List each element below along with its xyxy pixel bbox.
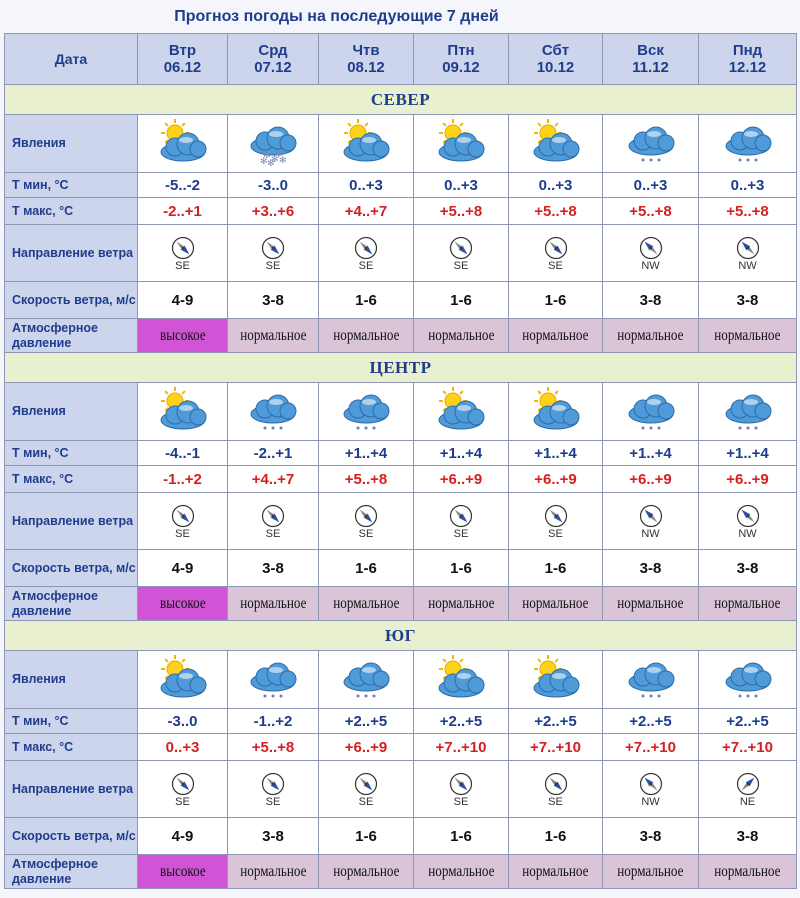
tmax-value: +6..+9 xyxy=(319,734,414,761)
tmin-value: +1..+4 xyxy=(414,441,509,466)
tmax-row xyxy=(5,466,797,493)
pressure-value: высокое xyxy=(159,326,206,344)
pressure-cell xyxy=(509,855,603,889)
tmax-row xyxy=(5,198,797,225)
pressure-value: нормальное xyxy=(427,862,495,880)
day-date: 07.12 xyxy=(254,59,292,76)
wind-speed-value: 4-9 xyxy=(138,550,228,587)
wind-direction-value: NW xyxy=(738,259,757,272)
tmin-value: -2..+1 xyxy=(228,441,319,466)
pressure-value: нормальное xyxy=(522,862,589,880)
phenomena-label: Явления xyxy=(5,651,138,709)
phenomena-row xyxy=(5,651,797,709)
weather-cell xyxy=(603,383,699,441)
wind-direction-value: SE xyxy=(358,795,374,808)
wind-speed-value: 1-6 xyxy=(414,550,509,587)
pressure-cell xyxy=(414,587,509,621)
wind-direction-label: Направление ветра xyxy=(5,493,138,550)
wind-direction-cell xyxy=(414,761,509,818)
pressure-cell xyxy=(138,855,228,889)
wind-direction-cell xyxy=(699,761,797,818)
tmin-label: Т мин, °С xyxy=(5,441,138,466)
tmin-value: +1..+4 xyxy=(603,441,699,466)
day-of-week: Втр xyxy=(168,42,197,59)
tmin-value: +2..+5 xyxy=(603,709,699,734)
tmin-value: -4..-1 xyxy=(138,441,228,466)
day-date: 10.12 xyxy=(536,59,575,76)
compass-icon xyxy=(319,504,413,528)
wind-direction-value: SE xyxy=(453,527,469,540)
wind-direction-cell xyxy=(509,761,603,818)
wind-speed-value: 1-6 xyxy=(509,282,603,319)
wind-direction-cell xyxy=(138,761,228,818)
light-snow-cloud-icon xyxy=(319,654,413,706)
day-header xyxy=(138,34,228,85)
tmin-value: 0..+3 xyxy=(509,173,603,198)
pressure-cell xyxy=(603,587,699,621)
light-snow-cloud-icon xyxy=(603,118,698,170)
wind-speed-row xyxy=(5,282,797,319)
weather-cell xyxy=(319,115,414,173)
compass-icon xyxy=(138,772,227,796)
wind-direction-value: SE xyxy=(358,527,374,540)
wind-direction-cell xyxy=(228,761,319,818)
forecast-table xyxy=(4,33,797,889)
wind-direction-cell xyxy=(699,225,797,282)
tmax-value: +7..+10 xyxy=(414,734,509,761)
phenomena-label: Явления xyxy=(5,115,138,173)
day-of-week: Сбт xyxy=(541,42,570,59)
wind-direction-cell xyxy=(509,493,603,550)
pressure-value: нормальное xyxy=(522,594,589,612)
day-of-week: Пнд xyxy=(732,42,763,59)
compass-icon xyxy=(228,236,318,260)
tmin-value: 0..+3 xyxy=(414,173,509,198)
wind-direction-cell xyxy=(509,225,603,282)
light-snow-cloud-icon xyxy=(699,118,796,170)
wind-direction-cell xyxy=(603,493,699,550)
tmax-value: -1..+2 xyxy=(138,466,228,493)
day-header xyxy=(603,34,699,85)
wind-direction-cell xyxy=(319,493,414,550)
pressure-value: нормальное xyxy=(714,594,781,612)
wind-speed-value: 1-6 xyxy=(414,282,509,319)
tmax-value: +6..+9 xyxy=(509,466,603,493)
phenomena-row xyxy=(5,383,797,441)
compass-icon xyxy=(509,504,602,528)
sun-cloud-icon xyxy=(414,386,508,438)
compass-icon xyxy=(319,236,413,260)
pressure-cell xyxy=(138,319,228,353)
sun-cloud-icon xyxy=(509,386,602,438)
wind-direction-value: SE xyxy=(358,259,374,272)
wind-speed-value: 3-8 xyxy=(603,550,699,587)
wind-direction-cell xyxy=(699,493,797,550)
pressure-value: нормальное xyxy=(522,326,589,344)
phenomena-label: Явления xyxy=(5,383,138,441)
wind-speed-label: Скорость ветра, м/с xyxy=(5,550,138,587)
pressure-cell xyxy=(699,855,797,889)
tmax-value: +5..+8 xyxy=(228,734,319,761)
compass-icon xyxy=(319,772,413,796)
wind-direction-cell xyxy=(603,225,699,282)
pressure-value: высокое xyxy=(159,594,206,612)
pressure-cell xyxy=(319,587,414,621)
region-row xyxy=(5,621,797,651)
day-header xyxy=(509,34,603,85)
pressure-cell xyxy=(603,319,699,353)
tmin-row xyxy=(5,173,797,198)
wind-direction-cell xyxy=(228,493,319,550)
pressure-cell xyxy=(319,855,414,889)
wind-speed-value: 1-6 xyxy=(509,550,603,587)
tmin-row xyxy=(5,709,797,734)
compass-icon xyxy=(414,504,508,528)
region-title: ЦЕНТР xyxy=(5,353,797,383)
pressure-cell xyxy=(414,319,509,353)
weather-cell xyxy=(138,383,228,441)
region-title: ЮГ xyxy=(5,621,797,651)
page-title: Прогноз погоды на последующие 7 дней xyxy=(174,8,499,25)
pressure-cell xyxy=(699,319,797,353)
tmax-value: +6..+9 xyxy=(414,466,509,493)
svg-text:✻: ✻ xyxy=(267,158,275,169)
pressure-row xyxy=(5,587,797,621)
wind-speed-value: 4-9 xyxy=(138,818,228,855)
wind-direction-value: SE xyxy=(175,259,190,272)
pressure-value: нормальное xyxy=(239,862,307,880)
compass-icon xyxy=(138,236,227,260)
light-snow-cloud-icon xyxy=(228,386,318,438)
wind-direction-label: Направление ветра xyxy=(5,761,138,818)
wind-direction-row xyxy=(5,493,797,550)
wind-speed-label: Скорость ветра, м/с xyxy=(5,282,138,319)
wind-direction-value: NW xyxy=(738,527,757,540)
pressure-cell xyxy=(228,855,319,889)
wind-speed-row xyxy=(5,550,797,587)
wind-direction-value: SE xyxy=(453,259,469,272)
day-of-week: Срд xyxy=(258,42,288,59)
wind-speed-value: 1-6 xyxy=(319,282,414,319)
wind-speed-value: 3-8 xyxy=(228,550,319,587)
phenomena-row xyxy=(5,115,797,173)
wind-direction-cell xyxy=(414,225,509,282)
pressure-value: нормальное xyxy=(714,862,781,880)
tmax-value: -2..+1 xyxy=(138,198,228,225)
day-date: 08.12 xyxy=(347,59,385,76)
light-snow-cloud-icon xyxy=(699,654,796,706)
tmax-value: +4..+7 xyxy=(228,466,319,493)
tmin-value: 0..+3 xyxy=(603,173,699,198)
wind-speed-value: 4-9 xyxy=(138,282,228,319)
wind-speed-value: 1-6 xyxy=(319,550,414,587)
weather-cell xyxy=(228,115,319,173)
pressure-value: нормальное xyxy=(617,594,684,612)
weather-cell xyxy=(319,651,414,709)
compass-icon xyxy=(699,504,796,528)
pressure-cell xyxy=(228,587,319,621)
weather-cell xyxy=(228,651,319,709)
wind-speed-value: 1-6 xyxy=(509,818,603,855)
wind-direction-row xyxy=(5,761,797,818)
pressure-value: нормальное xyxy=(332,594,400,612)
pressure-cell xyxy=(319,319,414,353)
compass-icon xyxy=(699,772,796,796)
wind-direction-value: SE xyxy=(175,795,190,808)
tmin-row xyxy=(5,441,797,466)
tmin-value: -3..0 xyxy=(138,709,228,734)
wind-direction-value: SE xyxy=(265,795,281,808)
compass-icon xyxy=(138,504,227,528)
weather-cell xyxy=(414,651,509,709)
pressure-cell xyxy=(228,319,319,353)
weather-cell xyxy=(319,383,414,441)
wind-speed-label: Скорость ветра, м/с xyxy=(5,818,138,855)
tmin-value: +2..+5 xyxy=(699,709,797,734)
wind-speed-value: 1-6 xyxy=(319,818,414,855)
wind-direction-cell xyxy=(138,225,228,282)
sun-cloud-icon xyxy=(414,654,508,706)
wind-direction-value: SE xyxy=(548,527,563,540)
tmin-value: 0..+3 xyxy=(699,173,797,198)
tmax-value: +3..+6 xyxy=(228,198,319,225)
wind-speed-value: 1-6 xyxy=(414,818,509,855)
pressure-row xyxy=(5,319,797,353)
tmax-label: Т макс, °С xyxy=(5,466,138,493)
pressure-row xyxy=(5,855,797,889)
tmax-row xyxy=(5,734,797,761)
svg-text:✻: ✻ xyxy=(275,149,283,160)
svg-text:✻: ✻ xyxy=(279,155,287,166)
date-header: Дата xyxy=(5,34,138,85)
weather-cell xyxy=(699,651,797,709)
tmin-label: Т мин, °С xyxy=(5,173,138,198)
svg-text:✻: ✻ xyxy=(271,154,279,165)
region-title: СЕВЕР xyxy=(5,85,797,115)
pressure-value: нормальное xyxy=(332,326,400,344)
tmax-value: +7..+10 xyxy=(509,734,603,761)
svg-text:✻: ✻ xyxy=(260,156,268,167)
wind-speed-value: 3-8 xyxy=(699,818,797,855)
day-of-week: Вск xyxy=(637,42,664,59)
tmax-label: Т макс, °С xyxy=(5,734,138,761)
pressure-label: Атмосферное давление xyxy=(5,587,138,621)
snow-cloud-icon xyxy=(228,118,318,170)
header-row xyxy=(5,34,797,85)
light-snow-cloud-icon xyxy=(319,386,413,438)
compass-icon xyxy=(414,236,508,260)
wind-direction-value: NW xyxy=(641,795,660,808)
tmin-value: -1..+2 xyxy=(228,709,319,734)
tmax-value: +5..+8 xyxy=(319,466,414,493)
day-header xyxy=(699,34,797,85)
pressure-label: Атмосферное давление xyxy=(5,855,138,889)
sun-cloud-icon xyxy=(138,118,227,170)
weather-cell xyxy=(699,383,797,441)
tmax-value: +5..+8 xyxy=(603,198,699,225)
pressure-value: нормальное xyxy=(714,326,781,344)
day-header xyxy=(319,34,414,85)
tmax-label: Т макс, °С xyxy=(5,198,138,225)
wind-direction-value: NW xyxy=(641,527,660,540)
day-date: 09.12 xyxy=(442,59,480,76)
tmax-value: 0..+3 xyxy=(138,734,228,761)
pressure-value: нормальное xyxy=(239,594,307,612)
weather-cell xyxy=(509,651,603,709)
weather-cell xyxy=(509,383,603,441)
tmax-value: +4..+7 xyxy=(319,198,414,225)
wind-direction-value: NW xyxy=(641,259,660,272)
tmax-value: +5..+8 xyxy=(414,198,509,225)
day-date: 06.12 xyxy=(163,59,202,76)
wind-direction-cell xyxy=(138,493,228,550)
day-date: 11.12 xyxy=(632,59,669,76)
pressure-value: высокое xyxy=(159,862,206,880)
tmax-value: +5..+8 xyxy=(699,198,797,225)
wind-direction-cell xyxy=(228,225,319,282)
wind-speed-row xyxy=(5,818,797,855)
compass-icon xyxy=(603,236,698,260)
light-snow-cloud-icon xyxy=(228,654,318,706)
tmax-value: +5..+8 xyxy=(509,198,603,225)
wind-speed-value: 3-8 xyxy=(603,818,699,855)
pressure-cell xyxy=(509,319,603,353)
compass-icon xyxy=(509,236,602,260)
pressure-value: нормальное xyxy=(332,862,400,880)
pressure-value: нормальное xyxy=(427,594,495,612)
compass-icon xyxy=(603,504,698,528)
compass-icon xyxy=(228,772,318,796)
tmin-value: +2..+5 xyxy=(319,709,414,734)
weather-cell xyxy=(228,383,319,441)
pressure-value: нормальное xyxy=(617,862,684,880)
wind-direction-label: Направление ветра xyxy=(5,225,138,282)
sun-cloud-icon xyxy=(509,118,602,170)
tmin-label: Т мин, °С xyxy=(5,709,138,734)
tmin-value: +1..+4 xyxy=(509,441,603,466)
region-row xyxy=(5,353,797,383)
wind-speed-value: 3-8 xyxy=(228,282,319,319)
light-snow-cloud-icon xyxy=(603,654,698,706)
day-header xyxy=(228,34,319,85)
wind-direction-value: NE xyxy=(739,795,756,808)
wind-direction-value: SE xyxy=(548,795,563,808)
svg-text:✻: ✻ xyxy=(263,150,271,161)
weather-cell xyxy=(138,651,228,709)
wind-speed-value: 3-8 xyxy=(699,550,797,587)
pressure-cell xyxy=(603,855,699,889)
weather-cell xyxy=(414,383,509,441)
wind-speed-value: 3-8 xyxy=(228,818,319,855)
wind-direction-value: SE xyxy=(453,795,469,808)
tmin-value: +2..+5 xyxy=(509,709,603,734)
weather-cell xyxy=(414,115,509,173)
weather-cell xyxy=(603,651,699,709)
sun-cloud-icon xyxy=(138,654,227,706)
wind-direction-cell xyxy=(319,761,414,818)
light-snow-cloud-icon xyxy=(699,386,796,438)
pressure-value: нормальное xyxy=(617,326,684,344)
tmax-value: +7..+10 xyxy=(603,734,699,761)
pressure-label: Атмосферное давление xyxy=(5,319,138,353)
compass-icon xyxy=(603,772,698,796)
sun-cloud-icon xyxy=(509,654,602,706)
tmin-value: -3..0 xyxy=(228,173,319,198)
pressure-cell xyxy=(509,587,603,621)
pressure-cell xyxy=(138,587,228,621)
compass-icon xyxy=(509,772,602,796)
light-snow-cloud-icon xyxy=(603,386,698,438)
sun-cloud-icon xyxy=(138,386,227,438)
weather-cell xyxy=(699,115,797,173)
tmin-value: +1..+4 xyxy=(699,441,797,466)
day-of-week: Чтв xyxy=(352,42,380,59)
tmax-value: +7..+10 xyxy=(699,734,797,761)
wind-direction-value: SE xyxy=(265,527,281,540)
sun-cloud-icon xyxy=(319,118,413,170)
tmin-value: 0..+3 xyxy=(319,173,414,198)
wind-direction-cell xyxy=(319,225,414,282)
pressure-cell xyxy=(414,855,509,889)
compass-icon xyxy=(414,772,508,796)
pressure-value: нормальное xyxy=(427,326,495,344)
weather-cell xyxy=(509,115,603,173)
wind-speed-value: 3-8 xyxy=(699,282,797,319)
wind-direction-cell xyxy=(603,761,699,818)
sun-cloud-icon xyxy=(414,118,508,170)
pressure-cell xyxy=(699,587,797,621)
compass-icon xyxy=(228,504,318,528)
wind-direction-value: SE xyxy=(265,259,281,272)
day-date: 12.12 xyxy=(728,59,767,76)
wind-direction-value: SE xyxy=(175,527,190,540)
tmin-value: +1..+4 xyxy=(319,441,414,466)
weather-cell xyxy=(138,115,228,173)
wind-speed-value: 3-8 xyxy=(603,282,699,319)
wind-direction-row xyxy=(5,225,797,282)
tmin-value: -5..-2 xyxy=(138,173,228,198)
region-row xyxy=(5,85,797,115)
pressure-value: нормальное xyxy=(239,326,307,344)
compass-icon xyxy=(699,236,796,260)
tmax-value: +6..+9 xyxy=(603,466,699,493)
day-of-week: Птн xyxy=(447,42,475,59)
day-header xyxy=(414,34,509,85)
tmin-value: +2..+5 xyxy=(414,709,509,734)
tmax-value: +6..+9 xyxy=(699,466,797,493)
wind-direction-cell xyxy=(414,493,509,550)
wind-direction-value: SE xyxy=(548,259,563,272)
weather-cell xyxy=(603,115,699,173)
